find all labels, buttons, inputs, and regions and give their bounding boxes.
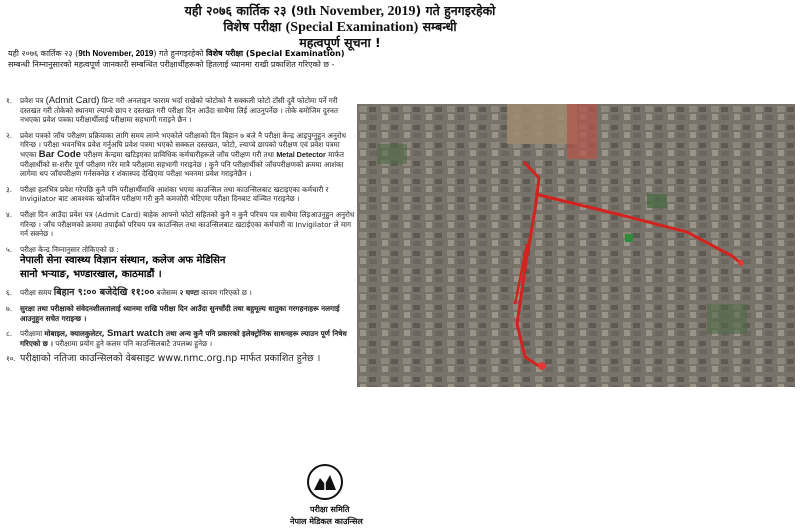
heading-exam-nepali: विशेष परीक्षा xyxy=(223,19,286,34)
item-text: परीक्षा दिन आउँदा प्रवेश पत्र (Admit Card) बाहेक आफ्नो फोटो सहितको कुनै न कुनै परिचय पत्र साथैमा लिइआउनुहुन अनुरोध गरिन्छ । जाँच परीक्षणको क्रममा तपाईंको परिचय पत्र काउन्सिल तथा काउन्सिलबाट खटाईएका कर्मचारी वा Invigilator ले माग गर्न सक्नेछ । xyxy=(20,209,355,239)
signatory-committee: परीक्षा समिति xyxy=(310,505,350,514)
item-metal-detector: Metal Detector xyxy=(276,149,326,159)
item-text-mid: बजेसम्म xyxy=(154,288,180,298)
item-number: २. xyxy=(6,130,13,140)
destination-pin-icon xyxy=(538,362,546,370)
item-text-mid: परीक्षण केन्द्रमा खटिइएका प्राविधिक कर्मचारीहरूले जाँच परीक्षण गरी तथा xyxy=(80,149,277,159)
item-text: प्रवेश पत्र xyxy=(20,96,46,105)
exam-venue-address: सानो भऱ्याङ, भण्डारखाल, काठमाडौं । xyxy=(20,269,162,281)
banned-devices-rest: तथा अन्य कुनै पनि प्रकारको इलेक्ट्रोनिक साधनहरू ल्याउन पूर्ण निषेध गरिएको छ । xyxy=(20,329,347,348)
list-item xyxy=(6,304,356,323)
list-item xyxy=(6,185,356,204)
intro-prefix: यही २०७६ कार्तिक २३ ( xyxy=(8,49,79,58)
notice-title: महत्वपूर्ण सूचना ! xyxy=(299,35,381,50)
heading-date-suffix: ) गते हुनगइरहेको xyxy=(415,3,496,18)
item-text-rest: परीक्षामा प्रयोग हुने कलम पनि काउन्सिलबाटै उपलब्ध हुनेछ । xyxy=(52,338,213,348)
list-item xyxy=(6,354,356,364)
list-item xyxy=(6,288,356,298)
red-roof-building xyxy=(567,104,597,159)
item-number: ४. xyxy=(6,209,13,219)
intro-suffix: सम्बन्धी निम्नानुसारको महत्वपूर्ण जानकारी सम्बन्धित परीक्षार्थीहरूको हितलाई ध्यानमा राखी प्रकाशित गरिएको छ - xyxy=(8,60,335,69)
intro-date: 9th November, 2019 xyxy=(78,49,154,58)
item-bar-code: Bar Code xyxy=(38,148,81,160)
map-marker-icon xyxy=(625,234,633,242)
heading-exam-suffix: सम्बन्धी xyxy=(418,19,457,34)
item-text-rest: कायम गरिएको छ । xyxy=(198,288,252,298)
banned-devices: मोबाइल, क्यालकुलेटर, xyxy=(44,329,108,339)
item-text: परीक्षा हलभित्र प्रवेश गरेपछि कुनै पनि परीक्षार्थीमाथि आशंका भएमा काउन्सिल तथा काउन्सिलबाट खटाइएका कर्मचारी र Invigilator बाट आवश्यक खोजविन परीक्षण गरी कुनै कमजोरी भेटिएमा परीक्षा दिनबाट वञ्चित गराइनेछ । xyxy=(20,184,329,204)
exam-time: बिहान ९:०० बजेदेखि ११:०० xyxy=(53,287,155,299)
item-text: परीक्षामा xyxy=(20,329,45,339)
council-logo xyxy=(307,464,343,500)
item-admit-card: (Admit Card) xyxy=(45,95,100,106)
banned-smart-watch: Smart watch xyxy=(107,328,164,340)
item-text: परीक्षा समय xyxy=(20,288,54,298)
intro-paragraph xyxy=(8,48,356,70)
item-text-rest: प्रिन्ट गरी अनलाइन फाराम भर्दा राखेको फोटोको नै सक्कली फोटो टाँसी दुवै फोटोमा पर्ने गरी दस्तखत गरी तोकेको स्थानमा ल्याप्चे छाप र दस्तखत गरी परीक्षा दिन आउँदा साथैमा लिई आउनुपर्नेछ । तोके बमोजिम दुरुस्त नभएका प्रवेश पत्रका परीक्षार्थीलाई परीक्षामा सहभागी गराइने छैन । xyxy=(20,96,338,125)
item-text: परीक्षाको नतिजा काउन्सिलको वेबसाइट www.nmc.org.np मार्फत प्रकाशित हुनेछ । xyxy=(20,353,321,365)
list-item xyxy=(6,131,356,179)
satellite-map-image xyxy=(357,104,795,387)
item-text-rest: मार्फत परीक्षार्थीको स-शरीर पूर्ण परीक्षण गरेर मात्रै परीक्षामा सहभागी गराइनेछ । कुनै पनि परीक्षार्थीको जाँचपरीक्षणको क्रममा आशंका लागेमा थप जाँचपरीक्षण गर्नसक्नेछ र शंकास्पद देखिएमा परीक्षा भवनमा प्रवेश गराइनेछैन । xyxy=(20,149,344,179)
item-number: ५. xyxy=(6,244,13,254)
list-item xyxy=(6,96,356,125)
item-text: प्रवेश पत्रको जाँच परीक्षण प्रक्रियाका लागि समय लाग्ने भएकोले परीक्षाको दिन बिहान ७ बजे नै परीक्षा केन्द्र आइपुग्नुहुन अनुरोध गरिन्छ । परीक्षा भवनभित्र प्रवेश गर्नुअघि प्रवेश पत्रमा भएको सक्कल दस्तखत, फोटो, ल्याप्चे छापको परीक्षण एवं प्रवेश पत्रमा भएका xyxy=(20,130,347,159)
heading-exam-english: (Special Examination) xyxy=(285,20,419,35)
heading-date-english: 9th November, 2019 xyxy=(296,4,416,19)
item-text: सुरक्षा तथा परीक्षाको संवेदनशीलतालाई ध्यानमा राखि परीक्षा दिन आउँदा सुनचाँदी तथा बहुमूल्य धातुका गरगहनाहरू नलगाई आउनुहुन सचेत गराइन्छ । xyxy=(20,303,340,323)
venue-route-map xyxy=(357,104,795,387)
item-number: १०. xyxy=(6,354,16,364)
item-number: ३. xyxy=(6,184,13,194)
exam-venue-name: नेपाली सेना स्वास्थ्य विज्ञान संस्थान, कलेज अफ मेडिसिन xyxy=(20,255,226,267)
list-item xyxy=(6,329,356,348)
sports-ground xyxy=(507,104,577,144)
item-number: ८. xyxy=(6,329,13,339)
exam-duration: २ घण्टा xyxy=(179,288,199,298)
list-item xyxy=(6,245,356,283)
heading-date-prefix: यही २०७६ कार्तिक २३ ( xyxy=(184,3,297,18)
item-text: परीक्षा केन्द्र निम्नानुसार तोकिएको छ : xyxy=(20,244,119,254)
item-number: १. xyxy=(6,96,13,105)
intro-mid: ) गते हुनगइरहेको xyxy=(153,49,207,58)
origin-pin-icon xyxy=(738,260,744,266)
signatory-council: नेपाल मेडिकल काउन्सिल xyxy=(290,517,363,526)
item-number: ७. xyxy=(6,303,13,313)
intro-exam-name: विशेष परीक्षा (Special Examination) xyxy=(206,49,345,58)
item-number: ६. xyxy=(6,288,13,298)
list-item xyxy=(6,210,356,239)
instruction-list xyxy=(6,96,356,370)
